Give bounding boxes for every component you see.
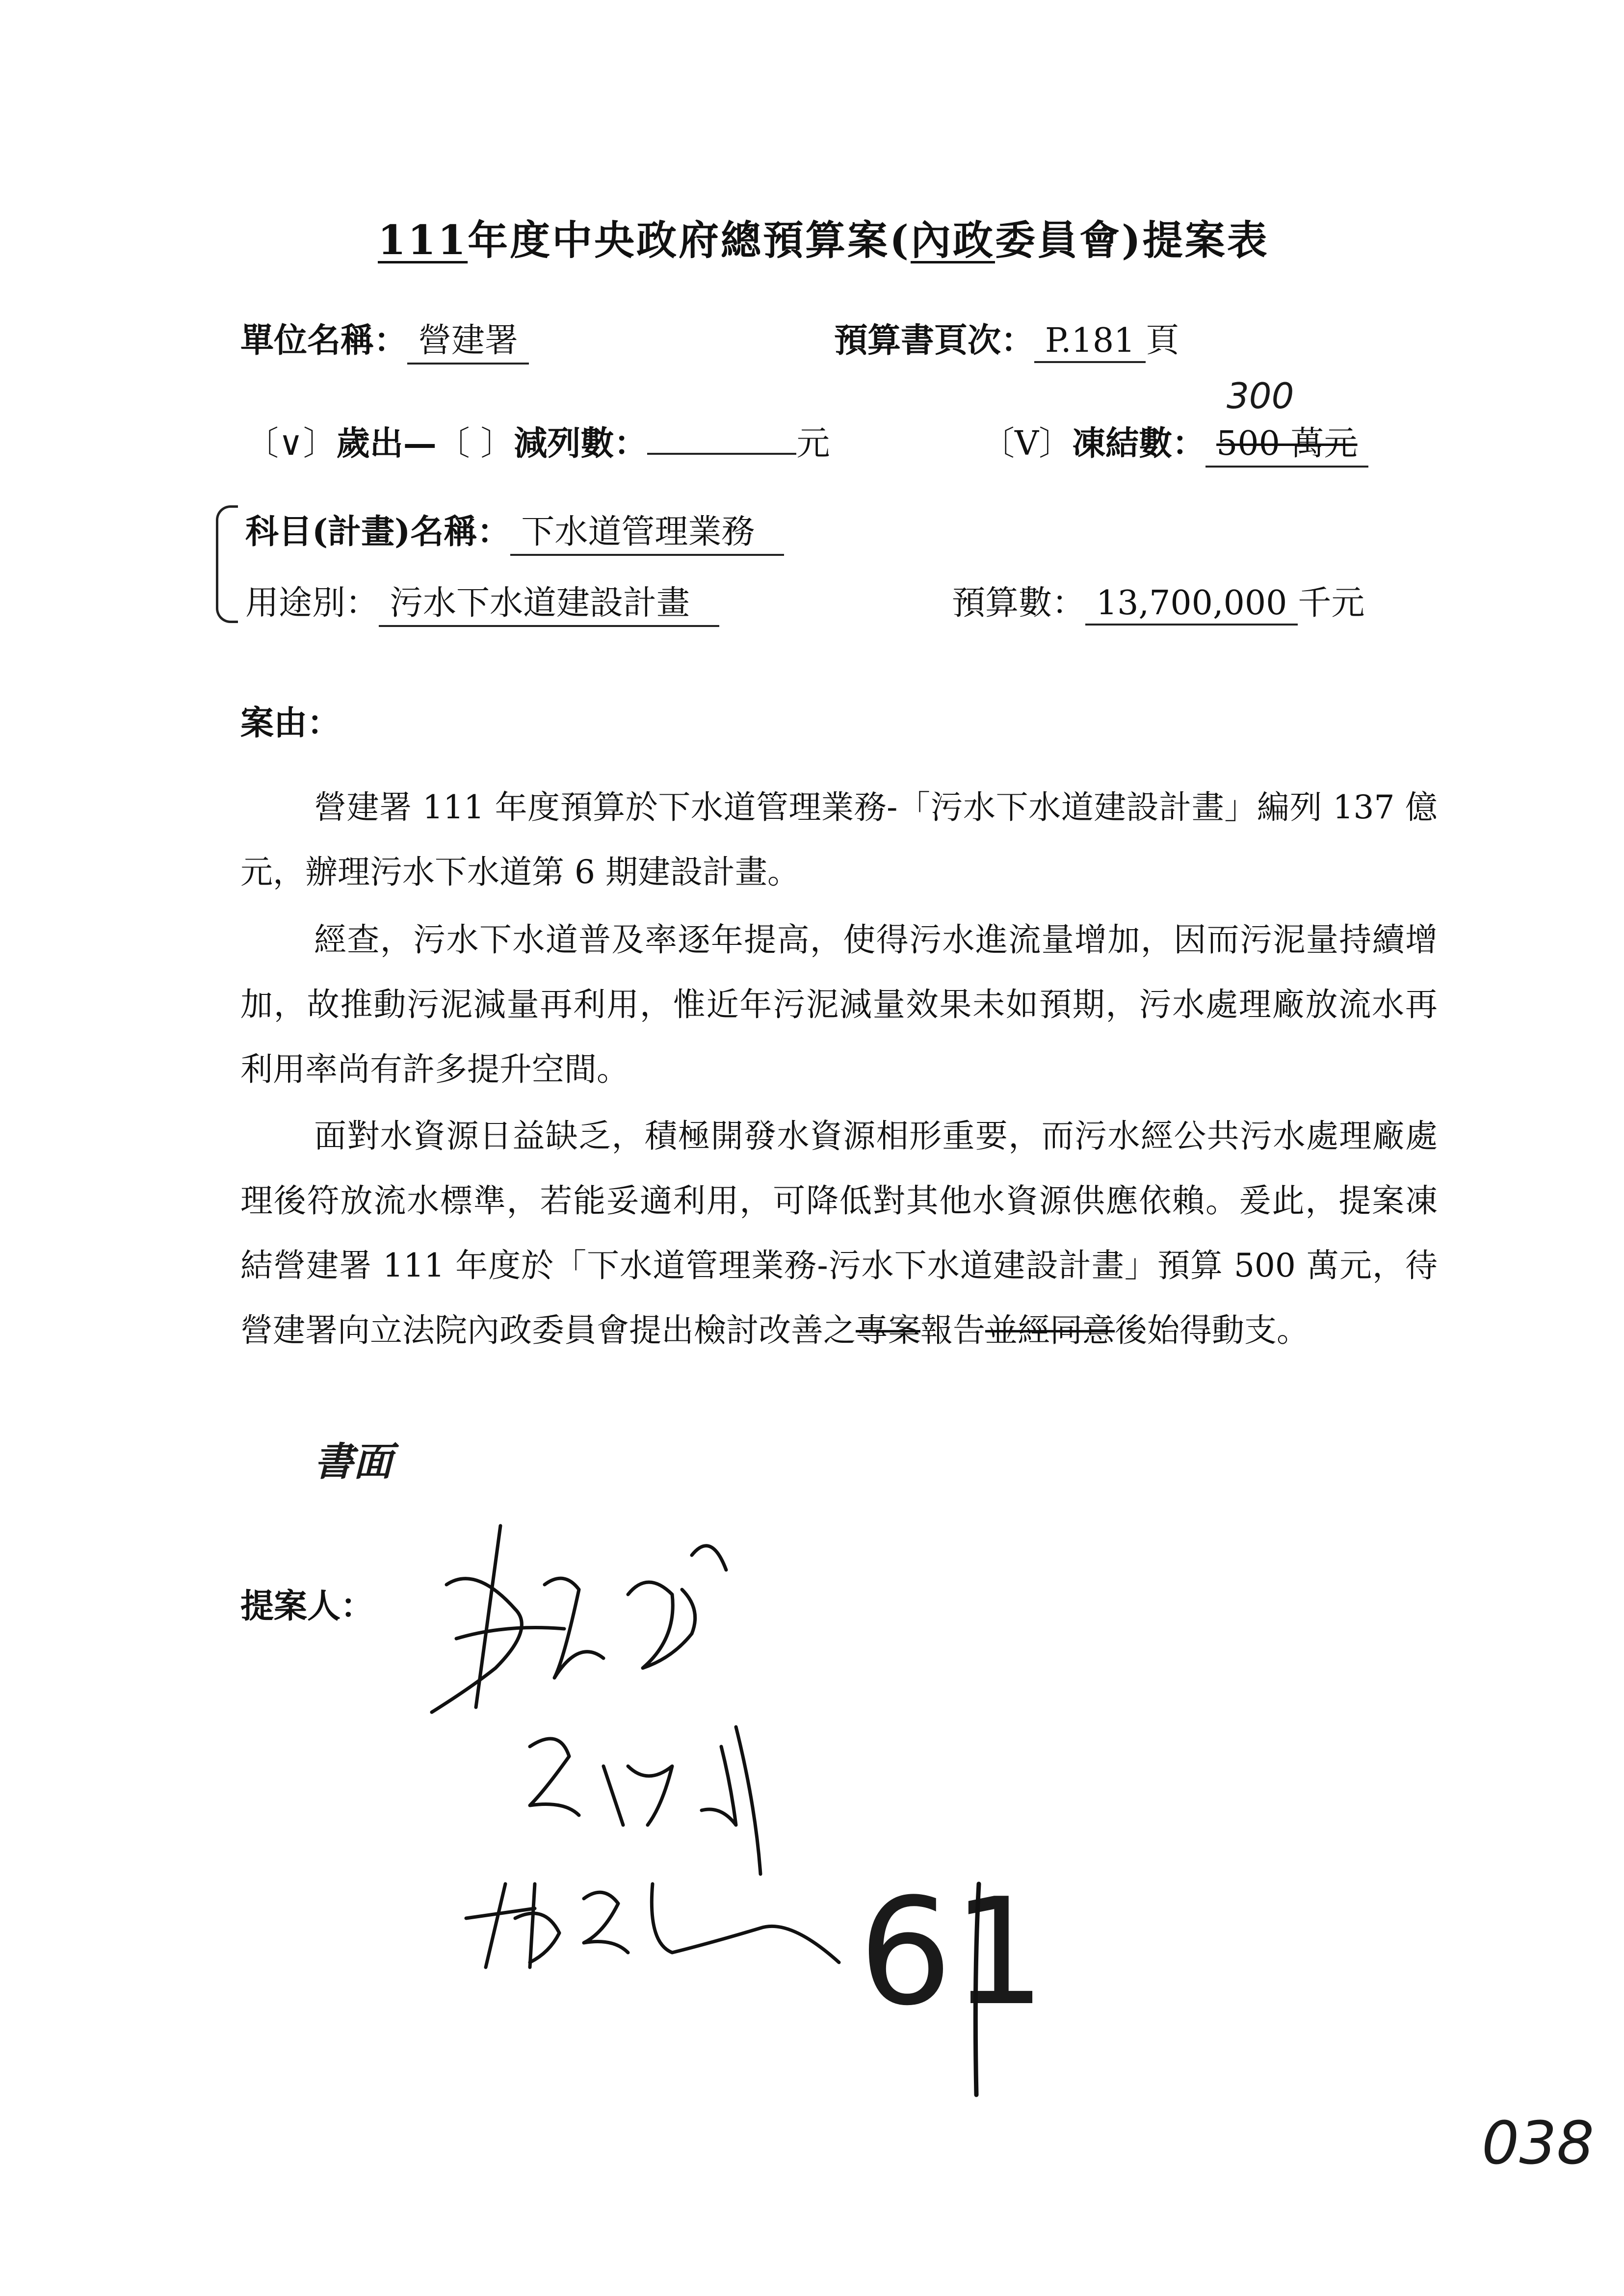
unit-row [240,314,529,365]
freeze-original-amount: 500 萬元 [1205,417,1368,468]
signature-2-stroke [702,1747,736,1825]
unit-value: 營建署 [407,314,529,365]
signature-2-stroke [603,1766,672,1825]
usage-row [245,576,719,627]
page-row [834,314,1179,363]
usage-value: 污水下水道建設計畫 [379,576,719,627]
signature-3-stroke [584,1892,628,1953]
reduce-checkbox: 〔 〕 [436,424,514,463]
reduce-unit: 元 [796,424,830,463]
budget-value: 13,700,000 [1085,584,1298,626]
reason-paragraph-2: 經查，污水下水道普及率逐年提高，使得污水進流量增加，因而污泥量持續增加，故推動污泥減量再利用，惟近年污泥減量效果未如預期，污水處理廠放流水再利用率尚有許多提升空間。 [240,921,1438,1088]
reason-heading: 案由： [240,704,341,743]
reduce-label: 減列數： [514,424,648,463]
signature-3-stroke [515,1884,559,1967]
proposer-label: 提案人： [240,1587,374,1626]
signature-3-stroke [466,1884,535,1967]
reason-p3-struck-1: 專案 [856,1311,920,1349]
reason-paragraph-3 [240,1104,1438,1363]
form-title [378,209,1269,266]
handwritten-serial-number: 038 [1482,2110,1595,2178]
handwritten-page-number: 61 [859,1867,1046,2038]
subject-label: 科目(計畫)名稱： [245,512,511,551]
freeze-label: 凍結數： [1072,424,1206,463]
freeze-row [981,417,1368,468]
page-suffix: 頁 [1146,321,1179,360]
unit-label: 單位名稱： [240,321,408,360]
type-row [245,417,830,465]
title-committee: 內政 [910,217,995,264]
usage-label: 用途別： [245,584,379,623]
page-value: P.181 [1034,321,1146,363]
page-label: 預算書頁次： [834,321,1035,360]
title-text-2: 委員會)提案表 [995,217,1269,264]
signature-1-stroke [456,1628,564,1639]
budget-unit: 千元 [1298,584,1365,623]
expense-checkbox: 〔∨〕 [245,424,337,463]
reduce-value [647,452,796,455]
budget-label: 預算數： [952,584,1086,623]
subject-value: 下水道管理業務 [510,505,784,556]
expense-label: 歲出— [336,424,437,463]
proposer-signatures [417,1511,932,2051]
subject-brace [216,505,238,623]
reason-p3-end: 後始得動支。 [1115,1311,1309,1349]
title-text-1: 年度中央政府總預算案( [468,217,911,264]
budget-row [952,576,1364,626]
reason-paragraph-1: 營建署 111 年度預算於下水道管理業務-「污水下水道建設計畫」編列 137 億元，辦理污水下水道第 6 期建設計畫。 [240,788,1438,891]
signature-2-stroke [530,1739,579,1815]
subject-row [245,505,784,556]
signature-2-stroke [736,1727,760,1874]
reason-p3-main: 面對水資源日益缺乏，積極開發水資源相形重要，而污水經公共污水處理廠處理後符放流水標準，若能妥適利用，可降低對其他水資源供應依賴。爰此，提案凍結營建署 111 年度於「下水道管理業務-污水下水道建設計畫」預算 500 萬元，待營建署向立法院內政委員會提出檢討改善之 [240,1117,1438,1349]
signature-3-stroke [652,1884,839,1962]
reason-p3-mid: 報告 [920,1311,985,1349]
freeze-checkbox: 〔V〕 [981,424,1073,463]
reason-p3-struck-2: 並經同意 [985,1311,1115,1349]
freeze-handwritten-amount: 300 [1227,375,1294,417]
handwritten-vertical-stroke [962,1879,991,2100]
handwritten-insert: 書面 [314,1439,393,1485]
signature-1-stroke [628,1582,695,1668]
signature-1-stroke [692,1546,726,1570]
title-year: 111 [378,217,468,264]
